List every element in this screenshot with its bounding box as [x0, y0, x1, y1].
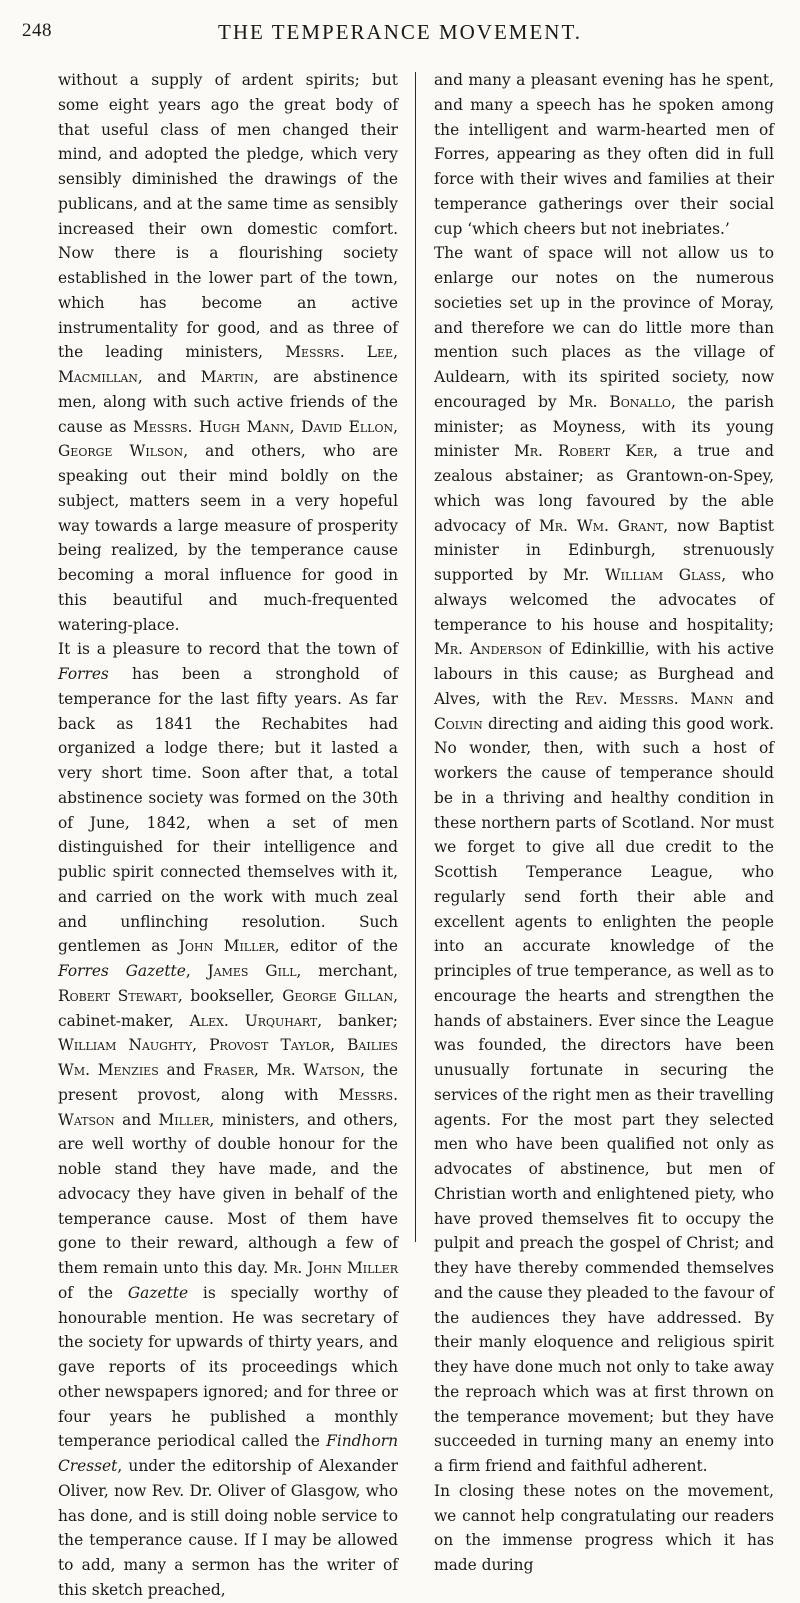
name-run: Mr. Watson [266, 1061, 361, 1079]
title-run: Gazette [127, 1283, 189, 1302]
name-run: Messrs. Hugh Mann, David Ellon, George Wilson [58, 417, 398, 461]
text-columns [58, 68, 775, 1599]
name-run: Miller [158, 1110, 210, 1129]
paragraph [58, 637, 398, 1602]
paragraph [58, 68, 398, 637]
text-run: , ministers, and others, are well worthy of double honour for the noble stand they have made, and the advocacy they have given in behalf of the temperance cause. Most of them have gone to their reward, although a few of them remain unto this day. [58, 1110, 398, 1277]
text-run: without a supply of ardent spirits; but some eight years ago the great body of that useful class of men changed their mind, and adopted the pledge, which very sensibly diminished the drawings of the publicans, and at the same time as sensibly increased their own domestic comfort. Now there is a flourishing society established in the lower part of the town, which has become an active instrumentality for good, and as three of the leading ministers, [58, 71, 398, 362]
name-run: Mr. Robert Ker [514, 442, 654, 461]
text-run: , banker; [317, 1011, 398, 1030]
text-run: and [114, 1110, 159, 1129]
text-run: is specially worthy of honourable mention. He was secretary of the society for upwards of thirty years, and gave reports of its proceedings which other newspapers ignored; and for three or four years he published a monthly temperance periodical called the [58, 1283, 398, 1451]
title-run: Findhorn Cresset [58, 1432, 398, 1475]
name-run: Rev. Messrs. Mann [575, 689, 734, 708]
text-run: It is a pleasure to record that the town of [58, 640, 398, 659]
text-run: of the [58, 1283, 128, 1302]
text-run: , and others, who are speaking out their mind boldly on the subject, matters seem in a very hopeful way towards a large measure of prosperity being realized, by the temperance cause becoming a moral influence for good in this beautiful and much-frequented watering-place. [58, 442, 399, 634]
running-title: THE TEMPERANCE MOVEMENT. [218, 20, 582, 44]
text-run: and many a pleasant evening has he spent, and many a speech has he spoken among the intelligent and warm-hearted men of Forres, appearing as they often did in full force with their wives and families at their temperance gatherings over their social cup ‘which cheers but not inebriates.’ [434, 71, 774, 238]
name-run: Bailies Wm. Menzies [58, 1036, 398, 1079]
text-run: , [254, 1061, 267, 1079]
text-run: , merchant, [296, 962, 398, 980]
name-run: William Glass [604, 566, 722, 584]
title-run: Forres Gazette [58, 962, 186, 980]
name-run: Mr. Wm. Grant [538, 516, 664, 535]
name-run: Mr. Bonallo [568, 392, 671, 411]
column-divider [415, 72, 416, 1242]
text-run: , bookseller, [177, 986, 283, 1005]
name-run: James Gill [207, 962, 297, 980]
name-run: Colvin [434, 714, 483, 733]
text-run: directing and aiding this good work. No wonder, then, with such a host of workers the cause of temperance should be in a thriving and healthy condition in these northern parts of Scotland. Nor must we forget to give all due credit to the Scottish Temperance League, who regularly send forth their able and excellent agents to enlighten the people into an accurate knowledge of the principles of true temperance, as well as to encourage the hearts and strengthen the hands of abstainers. Ever since the League was founded, the directors have been unusually fortunate in securing the services of the right men as their travelling agents. For the most part they selected men who have been qualified not only as advocates of abstinence, but men of Christian worth and enlightened piety, who have proved themselves fit to occupy the pulpit and preach the gospel of Christ; and they have thereby commended themselves and the cause they pleaded to the favour of the audiences they have addressed. By their manly eloquence and religious spirit they have done much not only to take away the reproach which was at first thrown on the temperance movement; but they have succeeded in turning many an enemy into a firm friend and faithful adherent. [434, 714, 774, 1475]
name-run: Mr. John Miller [273, 1259, 398, 1277]
text-run: , are abstinence men, along with such active friends of the cause as [58, 368, 398, 436]
place-run: Forres [58, 665, 109, 683]
paragraph [434, 241, 774, 1479]
name-run: William Naughty [58, 1036, 193, 1055]
text-run: , cabinet-maker, [58, 986, 399, 1030]
text-run: and [733, 689, 774, 708]
name-run: Provost Taylor [209, 1036, 331, 1055]
name-run: John Miller [178, 937, 275, 956]
text-run: , [192, 1036, 210, 1055]
text-run: has been a stronghold of temperance for the last fifty years. As far back as 1841 the Rechabites had organized a lodge there; but it lasted a very short time. Soon after that, a total abstinence society was formed on the 30th of June, 1842, when a set of men distinguished for their intelligence and public spirit connected themselves with it, and carried on the work with much zeal and unflinching resolution. Such gentlemen as [58, 665, 398, 956]
text-run: , the present provost, along with [58, 1061, 398, 1104]
name-run: Messrs. Watson [58, 1085, 398, 1129]
text-run: , now Baptist minister in Edinburgh, strenuously supported by Mr. [434, 516, 774, 584]
text-run: , editor of the [274, 937, 398, 956]
left-column [58, 68, 398, 1603]
page-header [22, 20, 778, 50]
name-run: Fraser [203, 1061, 255, 1079]
text-run: , [185, 962, 208, 980]
name-run: Mr. Anderson [434, 640, 542, 659]
page-number: 248 [22, 20, 52, 41]
name-run: Alex. Urquhart [189, 1011, 318, 1030]
right-column [434, 68, 774, 1578]
text-run: In closing these notes on the movement, we cannot help congratulating our readers on the immense progress which it has made during [434, 1481, 774, 1574]
paragraph [434, 1479, 774, 1578]
name-run: Messrs. Lee, Macmillan [58, 343, 398, 386]
text-run: , [330, 1036, 348, 1055]
text-run: , who always welcomed the advocates of temperance to his house and hospitality; [434, 566, 775, 634]
text-run: of Edinkillie, with his active labours in this cause; as Burghead and Alves, with the [434, 640, 774, 708]
text-run: , and [137, 368, 201, 386]
name-run: George Gillan [282, 986, 394, 1005]
text-run: and [158, 1061, 204, 1079]
text-run: , the parish minister; as Moyness, with its young minister [434, 392, 775, 461]
text-run: , a true and zealous abstainer; as Grantown-on-Spey, which was long favoured by the able advocacy of [434, 442, 775, 535]
paragraph [434, 68, 774, 241]
text-run: The want of space will not allow us to enlarge our notes on the numerous societies set up in the province of Moray, and therefore we can do little more than mention such places as the village of Auldearn, with its spirited society, now encouraged by [434, 244, 774, 411]
name-run: Martin [200, 368, 254, 386]
text-run: , under the editorship of Alexander Oliver, now Rev. Dr. Oliver of Glasgow, who has done, and is still doing noble service to the temperance cause. If I may be allowed to add, many a sermon has the writer of this sketch preached, [58, 1457, 398, 1599]
name-run: Robert Stewart [58, 986, 178, 1005]
